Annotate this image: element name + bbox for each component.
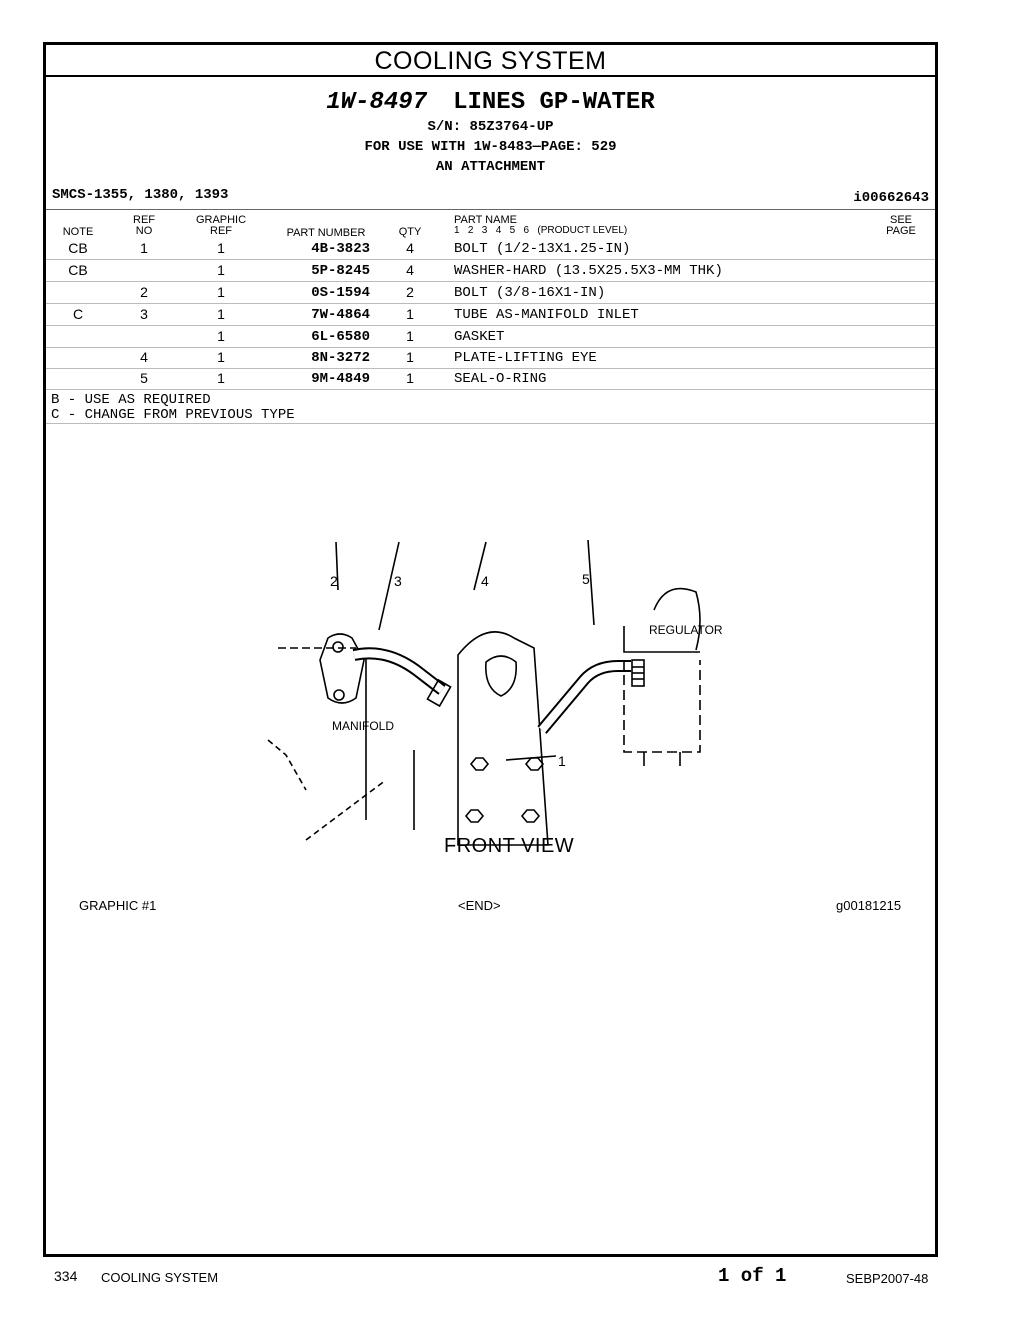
row-qty: 1	[406, 370, 414, 386]
row-part-number: 9M-4849	[311, 371, 370, 387]
row-graphic: 1	[217, 240, 225, 256]
col-ref-no-bottom: NO	[135, 225, 153, 237]
flange-bolt-bottom	[334, 690, 344, 700]
row-graphic: 1	[217, 349, 225, 365]
graphic-id: g00181215	[836, 898, 902, 913]
row-part-number: 6L-6580	[311, 329, 370, 345]
row-part-number: 7W-4864	[311, 307, 370, 323]
note-c: C - CHANGE FROM PREVIOUS TYPE	[51, 407, 295, 423]
row-rule	[46, 259, 935, 260]
row-note: C	[72, 306, 84, 322]
col-graphic-ref-top: GRAPHIC	[195, 214, 247, 226]
col-product-levels: 1 2 3 4 5 6 (PRODUCT LEVEL)	[454, 225, 628, 236]
row-qty: 1	[406, 306, 414, 322]
lifting-eye-plate	[458, 632, 548, 845]
row-rule	[46, 281, 935, 282]
front-view-illustration	[266, 520, 723, 860]
col-qty: QTY	[398, 226, 422, 238]
manifold-label: MANIFOLD	[332, 719, 395, 733]
group-name: LINES GP-WATER	[453, 89, 655, 116]
group-heading	[46, 89, 935, 116]
row-ref: 5	[140, 370, 148, 386]
attachment-label: AN ATTACHMENT	[435, 159, 546, 175]
row-qty: 1	[406, 328, 414, 344]
callout-5: 5	[582, 571, 590, 587]
row-name: BOLT (1/2-13X1.25-IN)	[454, 241, 631, 257]
col-part-name: PART NAME	[454, 214, 517, 226]
row-rule	[46, 303, 935, 304]
callout-1: 1	[558, 753, 566, 769]
row-qty: 4	[406, 240, 414, 256]
plate-bolt	[522, 810, 539, 822]
callout-3: 3	[394, 573, 402, 589]
plate-bolt	[526, 758, 543, 770]
regulator-label: REGULATOR	[649, 623, 723, 637]
for-use-with: FOR USE WITH 1W-8483—PAGE: 529	[364, 139, 617, 155]
flange-bolt-top	[333, 642, 343, 652]
row-ref: 2	[140, 284, 148, 300]
row-graphic: 1	[217, 262, 225, 278]
col-ref-no-top: REF	[133, 214, 155, 226]
row-rule	[46, 347, 935, 348]
document-id: SEBP2007-48	[846, 1271, 929, 1286]
row-part-number: 8N-3272	[311, 350, 370, 366]
row-ref: 4	[140, 349, 148, 365]
plate-bolt	[471, 758, 488, 770]
row-ref: 1	[140, 240, 148, 256]
group-number: 1W-8497	[326, 89, 428, 116]
smcs-codes: SMCS-1355, 1380, 1393	[52, 187, 229, 203]
row-graphic: 1	[217, 328, 225, 344]
row-graphic: 1	[217, 284, 225, 300]
graphic-number: GRAPHIC #1	[79, 898, 157, 913]
row-note: CB	[68, 240, 88, 256]
row-name: SEAL-O-RING	[454, 371, 547, 387]
pagination: 1 of 1	[718, 1265, 787, 1287]
figure-caption: FRONT VIEW	[444, 835, 575, 857]
row-name: GASKET	[454, 329, 505, 345]
page-number: 334	[54, 1268, 78, 1284]
row-qty: 1	[406, 349, 414, 365]
callout-2: 2	[330, 573, 338, 589]
row-graphic: 1	[217, 306, 225, 322]
plate-bolt	[466, 810, 483, 822]
row-ref: 3	[140, 306, 148, 322]
callout-4: 4	[481, 573, 489, 589]
row-rule	[46, 368, 935, 369]
lifting-eye-hole	[486, 656, 516, 696]
graphic-end-marker: <END>	[458, 898, 501, 913]
row-name: PLATE-LIFTING EYE	[454, 350, 597, 366]
notes-rule	[46, 423, 935, 424]
row-name: TUBE AS-MANIFOLD INLET	[454, 307, 639, 323]
row-part-number: 4B-3823	[311, 241, 370, 257]
row-part-number: 0S-1594	[311, 285, 370, 301]
row-note: CB	[68, 262, 88, 278]
page-frame	[43, 42, 938, 1257]
footer-section: COOLING SYSTEM	[101, 1270, 219, 1285]
regulator-edge	[624, 626, 644, 652]
col-note: NOTE	[62, 226, 94, 238]
section-title: COOLING SYSTEM	[46, 45, 935, 77]
col-see-page-top: SEE	[889, 214, 912, 226]
row-name: BOLT (3/8-16X1-IN)	[454, 285, 606, 301]
col-graphic-ref-bottom: REF	[210, 225, 232, 237]
illustration-id: i00662643	[853, 190, 929, 206]
row-name: WASHER-HARD (13.5X25.5X3-MM THK)	[454, 263, 723, 279]
row-rule	[46, 325, 935, 326]
row-graphic: 1	[217, 370, 225, 386]
manifold-dash	[268, 740, 306, 790]
manifold-dash-2	[306, 780, 386, 840]
col-see-page-bottom: PAGE	[886, 225, 916, 237]
row-qty: 4	[406, 262, 414, 278]
note-b: B - USE AS REQUIRED	[51, 392, 211, 408]
row-part-number: 5P-8245	[311, 263, 370, 279]
table-top-rule	[46, 209, 935, 210]
serial-number: S/N: 85Z3764-UP	[427, 119, 554, 135]
row-rule	[46, 389, 935, 390]
regulator-top	[654, 589, 700, 650]
col-part-number: PART NUMBER	[286, 227, 366, 239]
row-qty: 2	[406, 284, 414, 300]
